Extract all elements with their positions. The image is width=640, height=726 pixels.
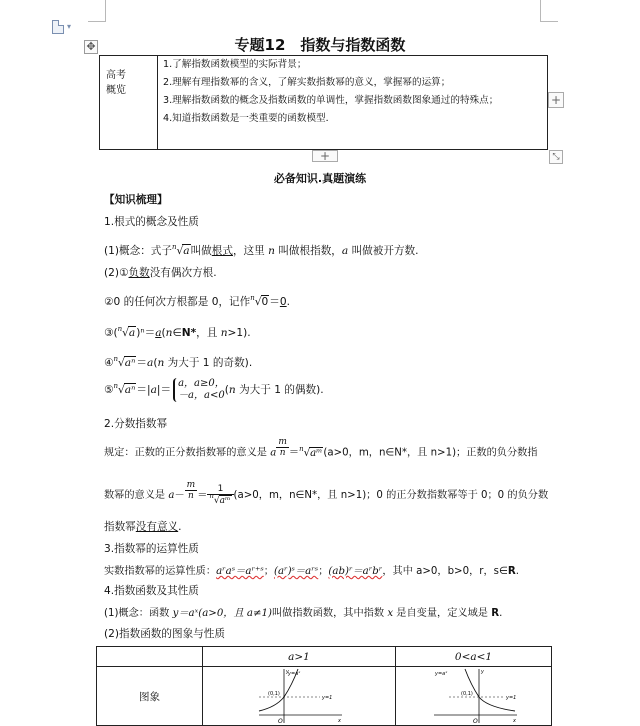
var: x: [387, 608, 394, 619]
var: a: [146, 357, 154, 369]
radical: $^n$√a: [171, 243, 190, 257]
text: 指数幂: [104, 521, 136, 533]
s3-title: 3.指数幂的运算性质: [104, 543, 199, 555]
s1-zero: [104, 294, 290, 309]
s2-positive: [104, 437, 538, 463]
move-handle-icon[interactable]: ✥: [84, 40, 98, 54]
section-heading: 必备知识.真题演练: [273, 172, 367, 185]
formula: (aʳ)ˢ＝aʳˢ: [273, 566, 319, 577]
set-symbol: R: [507, 566, 516, 577]
s2-zero: [104, 519, 182, 534]
s2-title: 2.分数指数幂: [104, 418, 168, 430]
text: 规定：正数的正分数指数幂的意义是: [104, 447, 271, 459]
formula: y＝aˣ(a>0，且 a≠1): [172, 608, 272, 619]
text: ＝: [269, 296, 280, 308]
text: ＝|: [136, 384, 151, 396]
root-index: n: [250, 294, 255, 302]
page-title: 专题12 指数与指数函数: [234, 36, 406, 54]
add-row-icon[interactable]: +: [312, 150, 338, 162]
radicand: aⁿ: [124, 357, 136, 369]
set-symbol: R: [491, 608, 500, 619]
text: .: [286, 296, 290, 308]
text: 为大于 1 的偶数).: [235, 384, 324, 396]
table-row-label: 图象: [97, 667, 203, 726]
text: ，其中 a>0，b>0，r，s∈: [382, 566, 508, 577]
s1-odd: [104, 355, 252, 370]
radical: $^n$√aᵐ: [209, 492, 231, 506]
text: .: [499, 608, 503, 619]
text: (a>0，m，n∈N*，且 n>1)；正数的负分数指: [323, 447, 538, 459]
table-header-row: [97, 647, 552, 667]
underlined-term: 没有意义: [135, 521, 179, 533]
var: n: [165, 327, 173, 339]
var: a: [168, 490, 175, 501]
text: 实数指数幂的运算性质：: [104, 566, 217, 577]
overview-item: 1.了解指数函数模型的实际背景；: [163, 59, 307, 70]
text: (1)概念：函数: [104, 608, 173, 619]
curve: [465, 669, 515, 711]
fraction: [276, 437, 289, 458]
y-label: y: [480, 669, 484, 675]
text: >1).: [227, 327, 251, 339]
underlined-term: 负数: [128, 267, 150, 279]
text: (: [224, 384, 229, 396]
overview-item: 4.知道指数函数是一类重要的函数模型．: [163, 113, 336, 124]
text: －: [174, 490, 185, 501]
s2-negative: [104, 479, 549, 506]
table-header-a-lt-1: 0<a<1: [396, 647, 552, 667]
text: ③(: [104, 327, 118, 339]
asymptote-label: y=1: [322, 695, 333, 701]
var: n: [228, 384, 236, 396]
text: 叫做: [190, 245, 212, 257]
radicand: a: [128, 327, 136, 339]
origin-label: O: [278, 718, 283, 725]
denominator: n: [188, 490, 194, 501]
radical: $^n$√aᵐ: [299, 444, 323, 459]
s4-graph-heading: (2)指数函数的图象与性质: [104, 628, 225, 640]
x-label: x: [338, 718, 341, 724]
underlined-term: 0: [279, 296, 287, 308]
s3-props: [104, 562, 519, 577]
text: (2)①: [104, 267, 129, 279]
s4-title: 4.指数函数及其性质: [104, 585, 199, 597]
property-table: [96, 646, 552, 726]
var: n: [268, 245, 275, 257]
text: 为大于 1 的奇数).: [164, 357, 253, 369]
graph-cell-a-lt-1: [396, 667, 552, 726]
text: 叫做根指数，: [274, 245, 342, 257]
formula: (ab)ʳ＝aʳbʳ: [328, 566, 383, 577]
root-index: n: [171, 243, 177, 251]
point-label: (0,1): [460, 691, 473, 697]
radicand: aᵐ: [310, 447, 323, 459]
denominator: n: [279, 448, 286, 458]
overview-table: [99, 55, 548, 150]
numerator: m: [186, 479, 196, 490]
text: ＝: [197, 490, 208, 501]
radicand: 0: [261, 296, 269, 308]
radical: $^n$√0: [250, 294, 269, 308]
text: (a>0，m，n∈N*，且 n>1)；0 的正分数指数幂等于 0；0 的负分数: [233, 490, 549, 501]
overview-label: [100, 56, 158, 149]
table-cell: [97, 647, 203, 667]
overview-item: 2.理解有理指数幂的含义，了解实数指数幂的意义，掌握幂的运算；: [163, 77, 451, 88]
corner-mark-top-left: [88, 0, 106, 22]
text: ，且: [196, 327, 221, 339]
formula: aʳaˢ＝aʳ⁺ˢ: [216, 566, 264, 577]
text: .: [178, 521, 182, 533]
numerator: m: [278, 437, 287, 447]
piecewise-brace: [173, 378, 225, 402]
s1-concept: [104, 243, 419, 258]
curve-label: y=aˣ: [434, 671, 447, 677]
root-index: n: [299, 444, 304, 453]
text: ∈: [172, 327, 182, 339]
s1-title: 1.根式的概念及性质: [104, 216, 199, 228]
text: ；: [318, 566, 329, 577]
graph-a-lt-1: [429, 667, 519, 725]
table-header-a-gt-1: a>1: [203, 647, 396, 667]
s4-concept: [104, 604, 502, 619]
text: ＝: [136, 357, 147, 369]
text: (: [161, 327, 166, 339]
text: ，这里: [232, 245, 269, 257]
case: －a，a<0: [178, 390, 225, 401]
radicand: aⁿ: [124, 384, 136, 396]
origin-label: O: [472, 718, 478, 725]
graph-a-gt-1: [254, 667, 344, 725]
radical: $^n$√aⁿ: [113, 355, 136, 369]
var: a: [150, 384, 157, 396]
text: 叫做指数函数，其中指数: [272, 608, 388, 619]
text: ②0 的任何次方根都是 0，记作: [104, 296, 251, 308]
s1-negative: [104, 265, 217, 280]
asymptote-label: y=1: [505, 695, 516, 701]
set-symbol: N*: [181, 327, 197, 339]
var: a: [270, 447, 277, 459]
text: |＝: [156, 384, 172, 396]
var: n: [220, 327, 228, 339]
radicand: a: [183, 245, 190, 257]
s1-power: [104, 325, 251, 340]
text: ＝: [288, 447, 300, 459]
document-icon[interactable]: [52, 20, 64, 34]
radicand: aᵐ: [219, 496, 231, 506]
text: (1)概念：式子: [104, 245, 172, 257]
fraction: [185, 480, 198, 501]
case: a，a≥0，: [178, 378, 225, 389]
x-label: x: [512, 718, 516, 724]
var: a: [341, 245, 349, 257]
corner-mark-top-right: [540, 0, 558, 22]
s1-even: [104, 378, 324, 402]
text: ⑤: [104, 384, 114, 396]
overview-label-line: 高考: [106, 70, 126, 81]
overview-label-line: 概览: [106, 85, 126, 96]
text: 数幂的意义是: [104, 490, 169, 501]
add-column-icon[interactable]: +: [548, 92, 564, 108]
curve-label: y=aˣ: [288, 671, 301, 677]
text: ；: [263, 566, 274, 577]
text: .: [515, 566, 519, 577]
root-index: n: [209, 492, 214, 500]
resize-icon[interactable]: ⤡: [549, 150, 563, 164]
radical: $^n$√aⁿ: [113, 382, 136, 396]
fraction: [207, 484, 233, 506]
var: n: [157, 357, 165, 369]
overview-items: [159, 56, 547, 128]
text: ④: [104, 357, 114, 369]
root-index: n: [113, 382, 119, 390]
root-index: n: [117, 325, 123, 333]
text: )ⁿ＝: [136, 327, 156, 339]
overview-item: 3.理解指数函数的概念及指数函数的单调性，掌握指数函数图象通过的特殊点；: [163, 95, 499, 106]
chevron-down-icon[interactable]: ▾: [67, 22, 72, 31]
knowledge-heading: 【知识梳理】: [104, 194, 168, 206]
point-label: (0,1): [268, 691, 280, 697]
radical: $^n$√a: [117, 325, 136, 339]
underlined-term: 根式: [211, 245, 233, 257]
text: 是自变量，定义域是: [393, 608, 492, 619]
text: (: [153, 357, 158, 369]
underlined-term: a: [155, 327, 162, 339]
table-row: [97, 667, 552, 726]
graph-cell-a-gt-1: [203, 667, 396, 726]
text: 叫做被开方数.: [348, 245, 419, 257]
text: 没有偶次方根.: [149, 267, 217, 279]
numerator: 1: [207, 484, 233, 495]
root-index: n: [113, 355, 119, 363]
y-label: y: [286, 669, 289, 675]
